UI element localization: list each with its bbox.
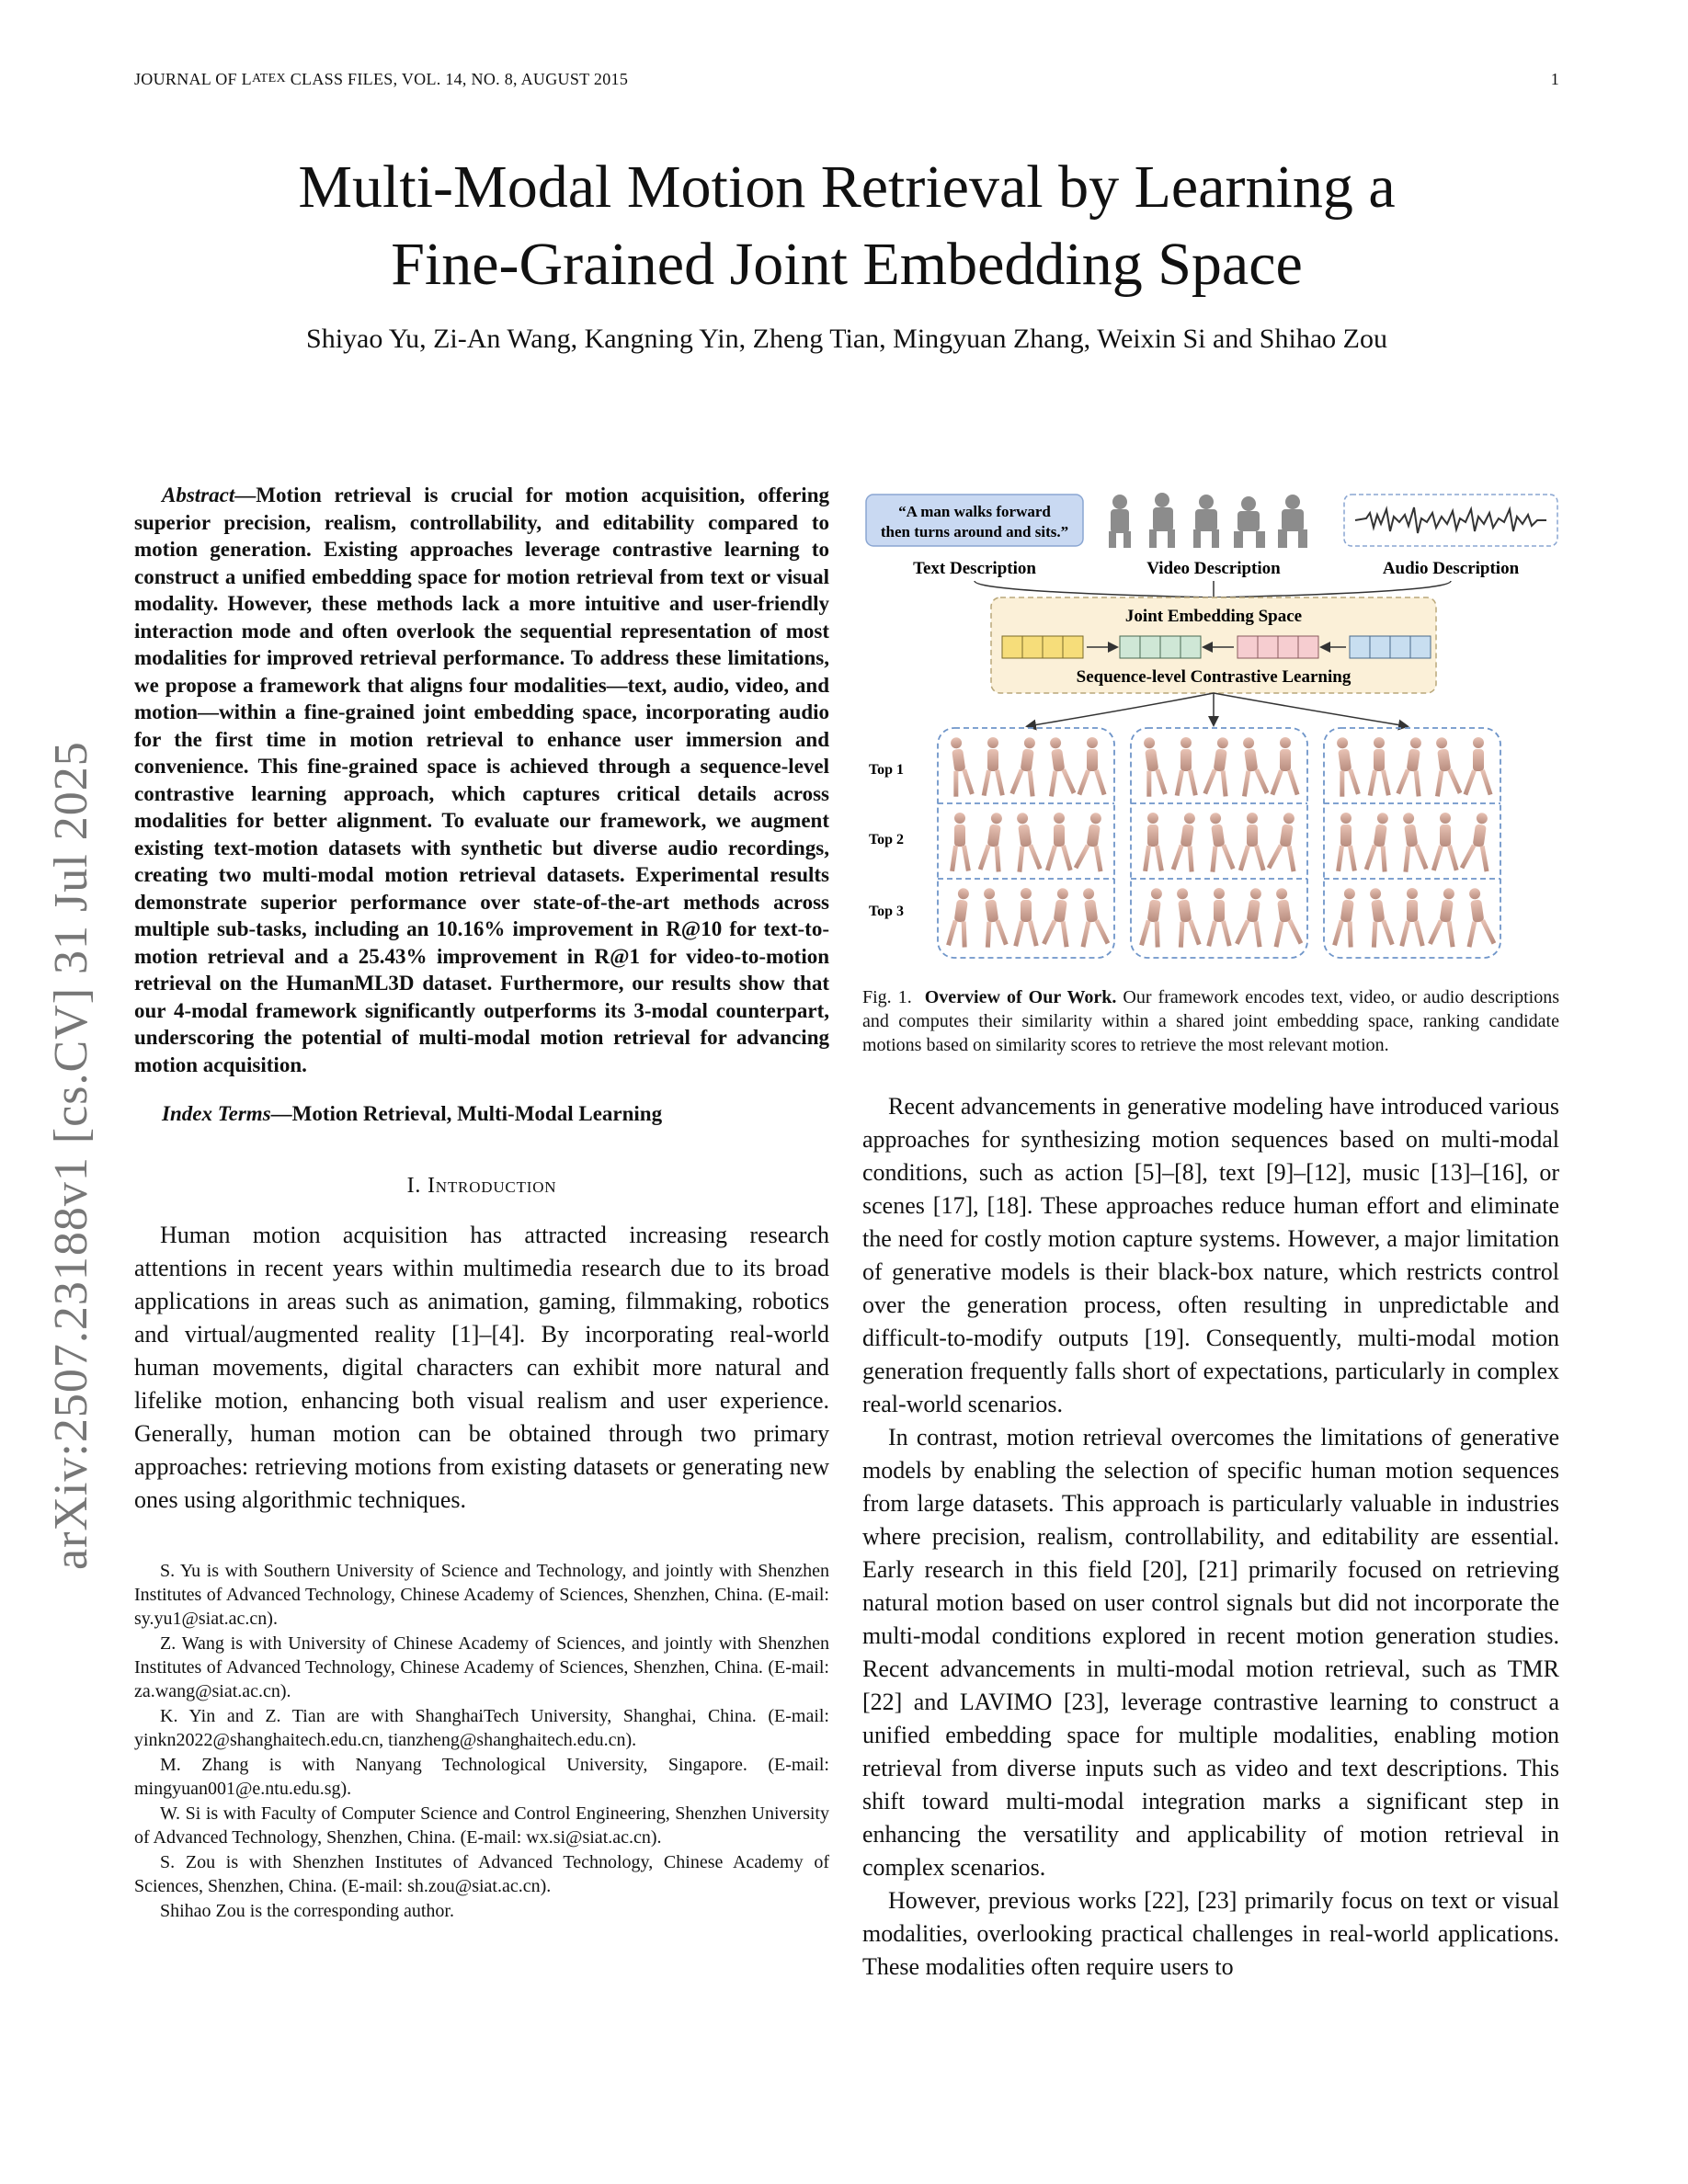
arrow-out-3 <box>1214 693 1407 726</box>
audio-description-label: Audio Description <box>1382 559 1520 578</box>
running-head <box>134 70 1559 89</box>
footnote: Z. Wang is with University of Chinese Academy of Sciences, and jointly with Shenzhen Institutes of Advanced Technology, Chinese Academy of Sciences, Shenzhen, China. (E-mail: za.wang@siat.ac.cn). <box>134 1633 829 1701</box>
abstract-text: —Motion retrieval is crucial for motion acquisition, offering superior precision, realism, controllability, and editability compared to motion generation. Existing approaches leverage contrastive learning to construct a unified embedding space for motion retrieval from text or visual modality. However, these methods lack a more intuitive and user-friendly interaction mode and often overlook the sequential representation of most modalities for improved retrieval performance. To address these limitations, we propose a framework that aligns four modalities—text, audio, video, and motion—within a fine-grained joint embedding space, incorporating audio for the first time in motion retrieval to enhance user immersion and convenience. This fine-grained space is achieved through a sequence-level contrastive learning approach, which captures critical details across modalities for better alignment. To evaluate our framework, we augment existing text-motion datasets with synthetic but diverse audio recordings, creating two multi-modal motion retrieval datasets. Experimental results demonstrate superior performance over state-of-the-art methods across multiple sub-tasks, including an 10.16% improvement in R@10 for text-to-motion retrieval and a 25.43% improvement in R@1 for video-to-motion retrieval on the HumanML3D dataset. Furthermore, our results show that our 4-modal framework significantly outperforms its 3-modal counterpart, underscoring the potential of multi-modal motion retrieval for advancing motion acquisition. <box>134 483 829 1076</box>
overview-diagram <box>862 482 1559 969</box>
abstract-lead: Abstract <box>162 483 235 506</box>
arrow-audio <box>1215 581 1451 597</box>
video-description-label: Video Description <box>1146 559 1281 578</box>
footnote: M. Zhang is with Nanyang Technological University, Singapore. (E-mail: mingyuan001@e.ntu.edu.sg). <box>134 1755 829 1799</box>
video-frames-image <box>1103 489 1324 553</box>
footnote: Shihao Zou is the corresponding author. <box>160 1901 454 1921</box>
index-terms-text: —Motion Retrieval, Multi-Modal Learning <box>270 1102 663 1125</box>
page-number: 1 <box>1550 70 1559 88</box>
journal-name: JOURNAL OF LATEX CLASS FILES, VOL. 14, NO. 8, AUGUST 2015 <box>134 70 629 88</box>
footnote: W. Si is with Faculty of Computer Science and Control Engineering, Shenzhen University of Advanced Technology, Shenzhen, China. (E-mail: wx.si@siat.ac.cn). <box>134 1803 829 1848</box>
section-heading-text: I. Introduction <box>406 1174 557 1198</box>
footnote: S. Zou is with Shenzhen Institutes of Advanced Technology, Chinese Academy of Sciences, Shenzhen, China. (E-mail: sh.zou@siat.ac.cn). <box>134 1852 829 1896</box>
intro-paragraph-3: In contrast, motion retrieval overcomes the limitations of generative models by enabling the selection of specific human motion sequences from large datasets. This approach is particularly valuable in industries where precision, realism, controllability, and editability are essential. Early research in this field [20], [21] primarily focused on retrieving natural motion based on user control signals but did not incorporate the multi-modal conditions explored in recent motion generation studies. Recent advancements in multi-modal motion retrieval, such as TMR [22] and LAVIMO [23], leverage contrastive learning to construct a unified embedding space for multiple modalities, enabling motion retrieval from diverse inputs such as video and text descriptions. This shift toward multi-modal integration marks a significant step in enhancing the versatility and applicability of motion retrieval in complex scenarios. <box>862 1424 1559 1881</box>
token-group-pink <box>1237 636 1318 658</box>
contrastive-label: Sequence-level Contrastive Learning <box>1076 667 1352 687</box>
text-description-label: Text Description <box>913 559 1036 578</box>
row-label-top2: Top 2 <box>868 832 905 847</box>
left-column <box>134 482 829 1924</box>
caption-label: Fig. 1. <box>862 987 912 1007</box>
intro-paragraph-4: However, previous works [22], [23] primarily focus on text or visual modalities, overlooking practical challenges in real-world applications. These modalities often require users to <box>862 1887 1559 1980</box>
abstract <box>134 482 829 1078</box>
paper-title <box>134 149 1559 303</box>
arxiv-identifier: arXiv:2507.23188v1 [cs.CV] 31 Jul 2025 <box>45 741 97 1570</box>
quote-line-2: then turns around and sits.” <box>880 523 1069 540</box>
row-label-top1: Top 1 <box>868 762 905 778</box>
right-column <box>862 482 1559 1984</box>
quote-line-1: “A man walks forward <box>898 503 1051 520</box>
motion-sequence-images <box>945 735 1497 948</box>
footnote: S. Yu is with Southern University of Science and Technology, and jointly with Shenzhen Institutes of Advanced Technology, Chinese Academy of Sciences, Shenzhen, China. (E-mail: sy.yu1@siat.ac.cn). <box>134 1561 829 1629</box>
caption-text: Our framework encodes text, video, or audio descriptions and computes their similarity within a shared joint embedding space, ranking candidate motions based on similarity scores to retrieve the most relevant motion. <box>862 987 1560 1055</box>
intro-paragraph-2: Recent advancements in generative modeling have introduced various approaches for synthesizing motion sequences based on multi-modal conditions, such as action [5]–[8], text [9]–[12], music [13]–[16], or scenes [17], [18]. These approaches reduce human effort and eliminate the need for costly motion capture systems. However, a major limitation of generative models is their black-box nature, which restricts control over the generation process, often resulting in unpredictable and difficult-to-modify outputs [19]. Consequently, multi-modal motion generation frequently falls short of expectations, particularly in complex real-world scenarios. <box>862 1093 1559 1417</box>
title-line-1: Multi-Modal Motion Retrieval by Learning a <box>298 154 1396 221</box>
token-group-green <box>1120 636 1201 658</box>
overview-figure <box>862 482 1559 969</box>
index-terms <box>134 1100 829 1128</box>
joint-space-label: Joint Embedding Space <box>1124 607 1303 626</box>
caption-bold: Overview of Our Work. <box>924 987 1117 1007</box>
token-group-blue <box>1350 636 1431 658</box>
intro-paragraph-1: Human motion acquisition has attracted increasing research attentions in recent years within multimedia research due to its broad applications in areas such as animation, gaming, filmmaking, robotics and virtual/augmented reality [1]–[4]. By incorporating real-world human movements, digital characters can exhibit more natural and lifelike motion, enhancing both visual realism and user experience. Generally, human motion can be obtained through two primary approaches: retrieving motions from existing datasets or generating new ones using algorithmic techniques. <box>134 1222 829 1513</box>
right-body-text <box>862 1090 1559 1984</box>
arrow-out-1 <box>1028 693 1214 726</box>
section-heading <box>134 1174 829 1199</box>
arrow-text <box>975 581 1212 597</box>
title-line-2: Fine-Grained Joint Embedding Space <box>391 231 1303 298</box>
token-group-yellow <box>1002 636 1083 658</box>
author-list: Shiyao Yu, Zi-An Wang, Kangning Yin, Zheng Tian, Mingyuan Zhang, Weixin Si and Shihao Zou <box>306 324 1387 354</box>
index-terms-lead: Index Terms <box>162 1102 271 1125</box>
affiliation-footnotes <box>134 1559 829 1923</box>
figure-caption <box>862 985 1559 1057</box>
row-label-top3: Top 3 <box>868 904 905 919</box>
footnote: K. Yin and Z. Tian are with ShanghaiTech University, Shanghai, China. (E-mail: yinkn2022@shanghaitech.edu.cn, tianzheng@shanghaitech.edu.cn). <box>134 1706 829 1750</box>
